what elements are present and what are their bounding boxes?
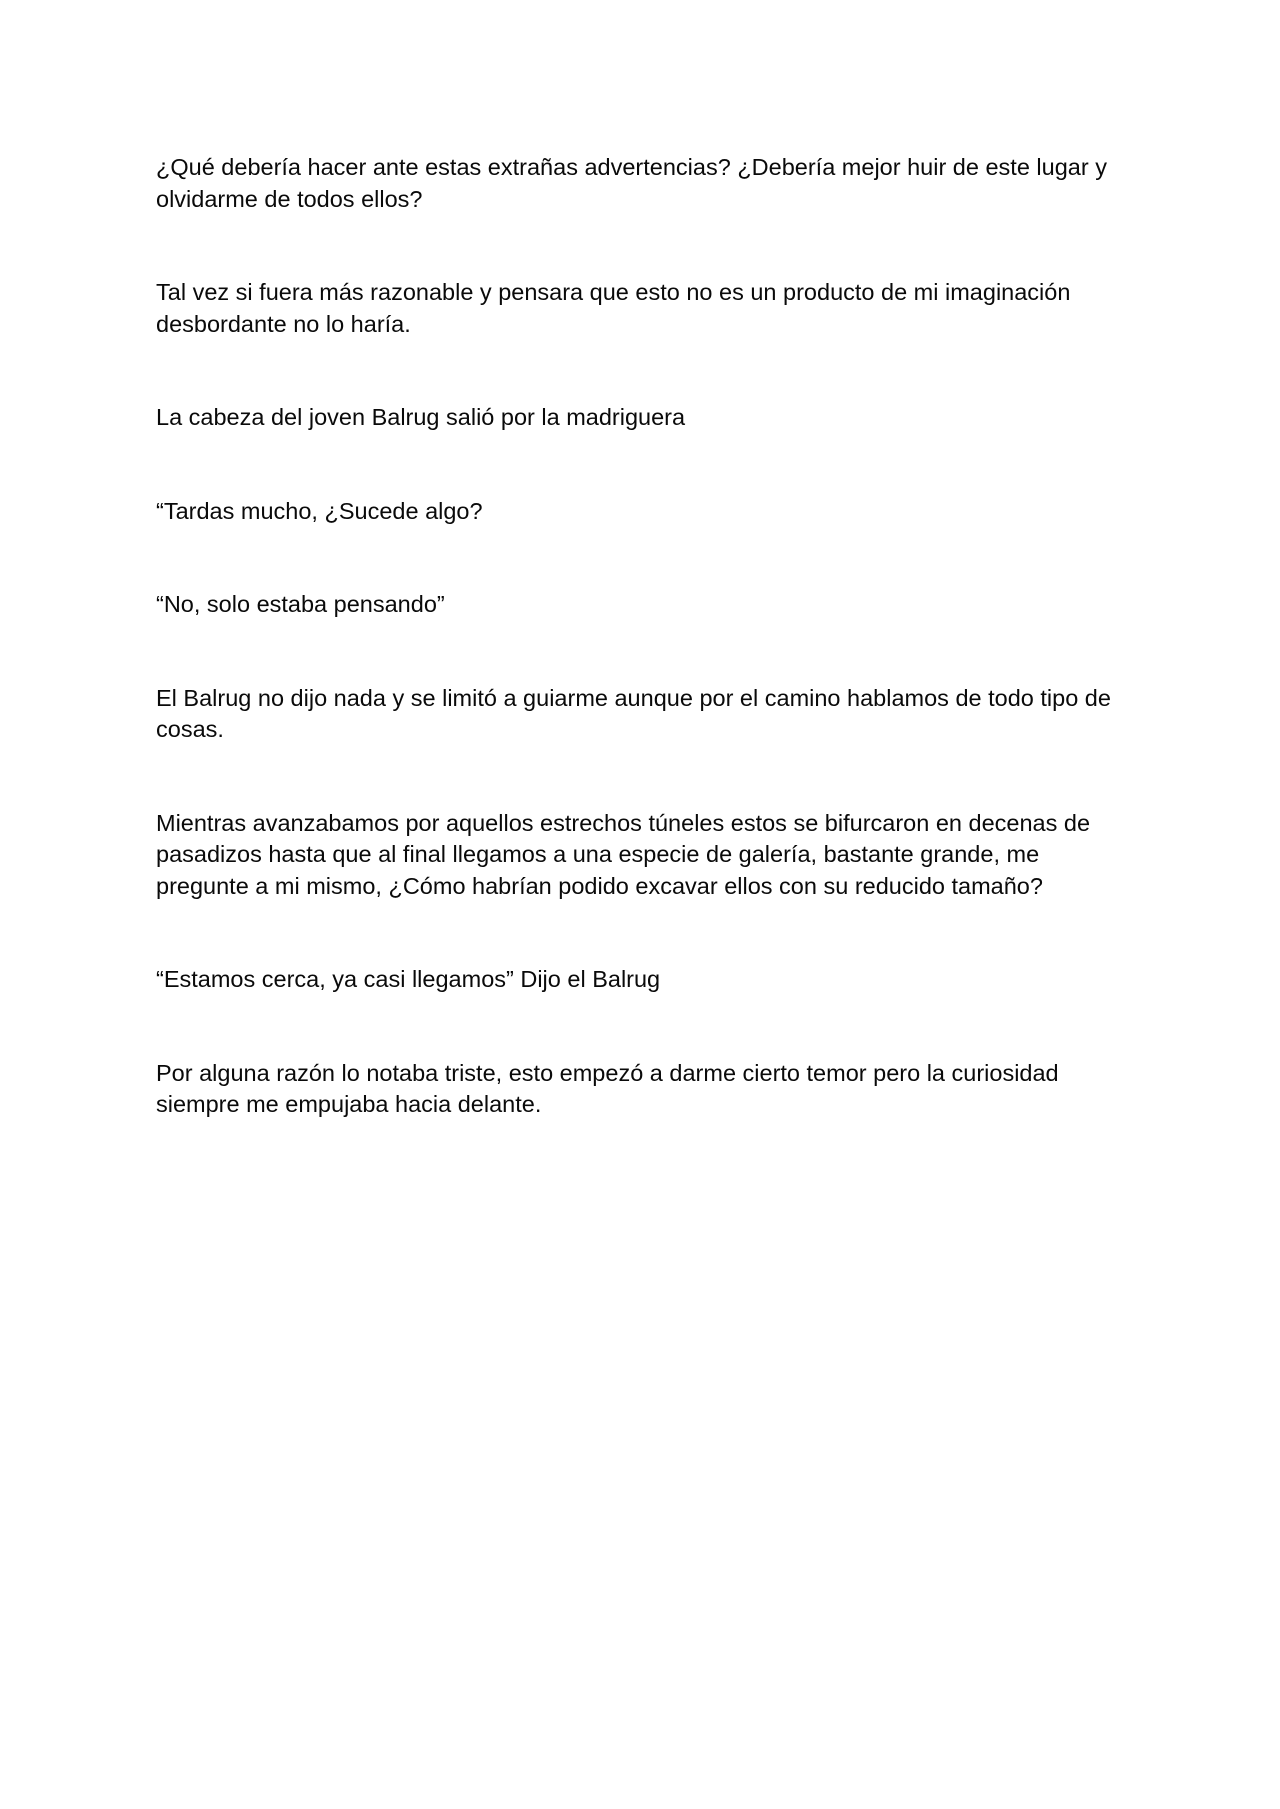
paragraph: ¿Qué debería hacer ante estas extrañas advertencias? ¿Debería mejor huir de este lugar y olvidarme de todos ellos? xyxy=(156,154,1107,212)
paragraph: “Tardas mucho, ¿Sucede algo? xyxy=(156,497,483,524)
paragraph: “No, solo estaba pensando” xyxy=(156,591,445,617)
paragraph: “Estamos cerca, ya casi llegamos” Dijo el Balrug xyxy=(156,966,661,992)
paragraph: La cabeza del joven Balrug salió por la madriguera xyxy=(156,404,686,430)
paragraph: Por alguna razón lo notaba triste, esto empezó a darme cierto temor pero la curiosidad siempre me empujaba hacia delante. xyxy=(156,1059,1059,1117)
paragraph: El Balrug no dijo nada y se limitó a guiarme aunque por el camino hablamos de todo tipo de cosas. xyxy=(156,684,1111,742)
paragraph: Tal vez si fuera más razonable y pensara que esto no es un producto de mi imaginación desbordante no lo haría. xyxy=(156,279,1071,337)
body-text xyxy=(156,152,1136,1183)
paragraph: Mientras avanzabamos por aquellos estrechos túneles estos se bifurcaron en decenas de pasadizos hasta que al final llegamos a una especie de galería, bastante grande, me pregunte a mi mismo, ¿Cómo habrían podido excavar ellos con su reducido tamaño? xyxy=(156,809,1091,899)
